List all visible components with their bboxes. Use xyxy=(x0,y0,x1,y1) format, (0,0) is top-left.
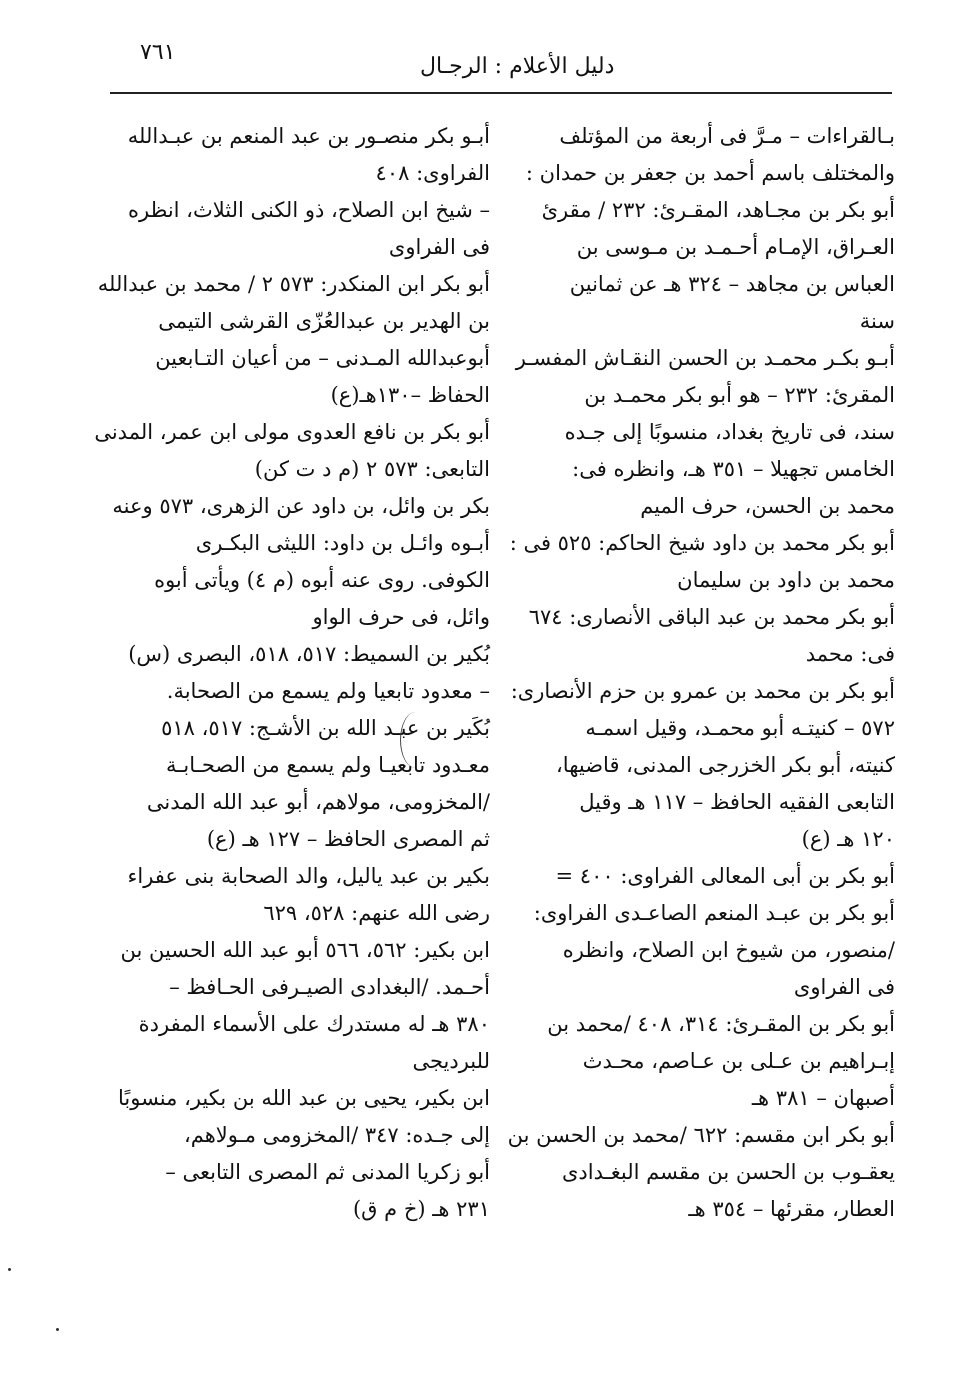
index-entry xyxy=(507,1117,895,1228)
right-column xyxy=(507,118,895,1228)
entry-line: العـراق، الإمـام أحـمـد بن مـوسى بن xyxy=(576,235,895,259)
entry-line: أبو بكر بن مجـاهد، المقـرئ: ٢٣٢ / مقرئ xyxy=(541,198,895,222)
index-entry xyxy=(525,858,895,895)
index-entry xyxy=(112,118,490,192)
entry-line: أبو بكر محمد بن عبد الباقى الأنصارى: ٦٧٤ xyxy=(528,605,895,629)
entry-line: محمد بن داود بن سليمان xyxy=(677,568,895,592)
entry-line: أبو زكريا المدنى ثم المصرى التابعى – xyxy=(165,1160,490,1184)
entry-line: أصبهان – ٣٨١ هـ xyxy=(751,1086,895,1110)
left-column xyxy=(94,118,490,1228)
entry-line: يعقـوب بن الحسن بن مقسم البغـدادى xyxy=(562,1160,895,1184)
entry-line: بُكَير بن عبـد الله بن الأشـج: ٥١٧، ٥١٨ xyxy=(161,716,490,740)
entry-line: فى: محمد xyxy=(805,642,895,666)
scan-speck xyxy=(56,1328,59,1331)
entry-line: أبو بكر ابن مقسم: ٦٢٢ /محمد بن الحسن بن xyxy=(507,1123,895,1147)
entry-line: أبو بكر ابن المنكدر: ٥٧٣ ٢ / محمد بن عبدالله xyxy=(97,272,490,296)
entry-line: بُكير بن السميط: ٥١٧، ٥١٨، البصرى (س) xyxy=(128,642,490,666)
entry-line: كنيته، أبو بكر الخزرجى المدنى، قاضيها، xyxy=(556,753,895,777)
entry-line: ابن بكير، يحيى بن عبد الله بن بكير، منسوبًا xyxy=(117,1086,490,1110)
index-entry xyxy=(112,636,490,710)
entry-line: أبو بكر بن أبى المعالى الفراوى: ٤٠٠ = xyxy=(555,864,895,888)
entry-line: أحـمد. /البغدادى الصيـرفى الحـافظ – xyxy=(169,975,490,999)
entry-line: ١٢٠ هـ (ع) xyxy=(801,827,895,851)
entry-line: أبو بكر بن نافع العدوى مولى ابن عمر، المدنى xyxy=(94,420,490,444)
index-entry xyxy=(515,340,895,525)
entry-line: أبو بكر بن عبـد المنعم الصاعـدى الفراوى: xyxy=(533,901,895,925)
entry-line: العطار، مقرئها – ٣٥٤ هـ xyxy=(688,1197,895,1221)
index-entry xyxy=(112,932,490,1080)
entry-line: الخامس تجهيلا – ٣٥١ هـ، وانظره فى: xyxy=(572,457,895,481)
page-number: ٧٦١ xyxy=(140,40,176,65)
index-entry xyxy=(112,858,490,932)
entry-line: رضى الله عنهم: ٥٢٨، ٦٢٩ xyxy=(263,901,490,925)
entry-line: بـالقراءات – مـرَّ فى أربعة من المؤتلف xyxy=(559,124,895,148)
entry-line: /المخزومى، مولاهم، أبو عبد الله المدنى xyxy=(146,790,490,814)
entry-line: – شيخ ابن الصلاح، ذو الكنى الثلاث، انظره xyxy=(128,198,490,222)
entry-line: التابعى: ٥٧٣ ٢ (م د ت كن) xyxy=(254,457,490,481)
entry-line: إبـراهيم بن عـلى بن عـاصم، محـدث xyxy=(582,1049,895,1073)
entry-line: بكير بن عبد ياليل، والد الصحابة بنى عفراء xyxy=(127,864,490,888)
entry-line: والمختلف باسم أحمد بن جعفر بن حمدان : xyxy=(525,161,895,185)
index-entry xyxy=(525,192,895,340)
entry-line: – معدود تابعيا ولم يسمع من الصحابة. xyxy=(166,679,490,703)
index-entry xyxy=(510,673,895,858)
entry-line: معـدود تابعيـا ولم يسمع من الصحـابـة xyxy=(166,753,490,777)
running-title: دليل الأعلام : الرجـال xyxy=(420,54,615,79)
entry-line: أبو بكر بن المقـرئ: ٣١٤، ٤٠٨ /محمد بن xyxy=(547,1012,895,1036)
index-entry xyxy=(94,414,490,488)
index-entry xyxy=(112,192,490,266)
entry-line: ابن بكير: ٥٦٢، ٥٦٦ أبو عبد الله الحسين بن xyxy=(120,938,490,962)
entry-line: أبوعبدالله المـدنى – من أعيان التـابعين xyxy=(155,346,490,370)
entry-line: سنة xyxy=(859,309,895,333)
index-entry xyxy=(112,488,490,636)
entry-line: /منصور، من شيوخ ابن الصلاح، وانظره xyxy=(562,938,895,962)
entry-line: الفراوى: ٤٠٨ xyxy=(375,161,490,185)
entry-line: للبرديجى xyxy=(412,1049,490,1073)
entry-line: فى الفراوى xyxy=(793,975,895,999)
index-entry xyxy=(509,525,895,599)
entry-line: العباس بن مجاهد – ٣٢٤ هـ عن ثمانين xyxy=(569,272,895,296)
entry-line: المقرئ: ٢٣٢ – هو أبو بكر محمـد بن xyxy=(584,383,895,407)
entry-line: التابعى الفقيه الحافظ – ١١٧ هـ وقيل xyxy=(579,790,895,814)
entry-line: أبـو بكر منصـور بن عبد المنعم بن عبـدالله xyxy=(127,124,490,148)
entry-line: فى الفراوى xyxy=(388,235,490,259)
index-entry xyxy=(112,1080,490,1228)
scan-speck xyxy=(8,1268,11,1271)
entry-line: سند، فى تاريخ بغداد، منسوبًا إلى جـده xyxy=(564,420,895,444)
header-rule xyxy=(110,92,892,94)
entry-line: ٢٣١ هـ (خ م ق) xyxy=(352,1197,490,1221)
entry-line: ٣٨٠ هـ له مستدرك على الأسماء المفردة xyxy=(138,1012,490,1036)
entry-line: بن الهدير بن عبدالعُزّى القرشى التيمى xyxy=(158,309,490,333)
entry-line: أبـوه وائـل بن داود: الليثى البكـرى xyxy=(195,531,490,555)
entry-line: بكر بن وائل، بن داود عن الزهرى، ٥٧٣ وعنه xyxy=(112,494,490,518)
entry-line: إلى جـده: ٣٤٧ /المخزومى مـولاهم، xyxy=(183,1123,490,1147)
entry-line: محمد بن الحسن، حرف الميم xyxy=(640,494,895,518)
handwritten-bracket-mark xyxy=(400,712,431,768)
index-entry xyxy=(525,1006,895,1117)
index-entry xyxy=(525,895,895,1006)
index-entry xyxy=(112,710,490,858)
index-entry xyxy=(525,118,895,192)
index-entry xyxy=(97,266,490,414)
entry-line: الحفاظ –١٣٠هـ(ع) xyxy=(330,383,490,407)
entry-line: ٥٧٢ – كنيتـه أبو محمـد، وقيل اسمـه xyxy=(585,716,895,740)
entry-line: وائل، فى حرف الواو xyxy=(312,605,490,629)
index-entry xyxy=(525,599,895,673)
entry-line: أبـو بكـر محمـد بن الحسن النقـاش المفسـر xyxy=(515,346,895,370)
entry-line: أبو بكر بن محمد بن عمرو بن حزم الأنصارى: xyxy=(510,679,895,703)
entry-line: ثم المصرى الحافظ – ١٢٧ هـ (ع) xyxy=(206,827,490,851)
entry-line: أبو بكر محمد بن داود شيخ الحاكم: ٥٢٥ فى : xyxy=(509,531,895,555)
entry-line: الكوفى. روى عنه أبوه (م ٤) ويأتى أبوه xyxy=(154,568,490,592)
